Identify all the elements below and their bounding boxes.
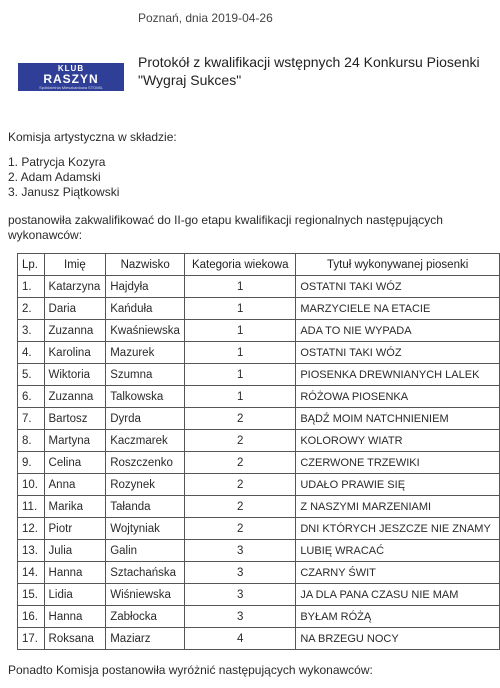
row-number-cell: 14. [18, 562, 45, 584]
song-title-cell: NA BRZEGU NOCY [296, 628, 500, 650]
first-name-cell: Zuzanna [44, 386, 106, 408]
last-name-cell: Zabłocka [106, 606, 185, 628]
row-number-cell: 17. [18, 628, 45, 650]
row-number-cell: 9. [18, 452, 45, 474]
footer-text: Ponadto Komisja postanowiła wyróżnić następujących wykonawców: [8, 663, 373, 677]
song-title-cell: MARZYCIELE NA ETACIE [296, 298, 500, 320]
first-name-cell: Marika [44, 496, 106, 518]
age-category-cell: 1 [185, 298, 296, 320]
song-title-cell: RÓŻOWA PIOSENKA [296, 386, 500, 408]
age-category-cell: 2 [185, 408, 296, 430]
age-category-cell: 2 [185, 518, 296, 540]
last-name-cell: Mazurek [106, 342, 185, 364]
row-number-cell: 13. [18, 540, 45, 562]
song-title-cell: JA DLA PANA CZASU NIE MAM [296, 584, 500, 606]
header-first-name: Imię [44, 254, 106, 276]
qualified-performers-table [17, 253, 500, 650]
row-number-cell: 6. [18, 386, 45, 408]
last-name-cell: Talkowska [106, 386, 185, 408]
first-name-cell: Zuzanna [44, 320, 106, 342]
first-name-cell: Anna [44, 474, 106, 496]
header-last-name: Nazwisko [106, 254, 185, 276]
first-name-cell: Daria [44, 298, 106, 320]
last-name-cell: Sztachańska [106, 562, 185, 584]
row-number-cell: 12. [18, 518, 45, 540]
logo-top-text: KLUB [57, 64, 85, 73]
header-song-title: Tytuł wykonywanej piosenki [296, 254, 500, 276]
last-name-cell: Maziarz [106, 628, 185, 650]
table-row [18, 518, 500, 540]
committee-member: 3. Janusz Piątkowski [8, 185, 120, 199]
age-category-cell: 3 [185, 584, 296, 606]
song-title-cell: BYŁAM RÓŻĄ [296, 606, 500, 628]
table-row [18, 408, 500, 430]
table-row [18, 342, 500, 364]
logo-sub-text: Spółdzielnia Mieszkaniowa STOMIL [39, 85, 103, 90]
last-name-cell: Szumna [106, 364, 185, 386]
header-lp: Lp. [18, 254, 45, 276]
song-title-cell: OSTATNI TAKI WÓZ [296, 276, 500, 298]
row-number-cell: 5. [18, 364, 45, 386]
decision-text: postanowiła zakwalifikować do II-go etapu kwalifikacji regionalnych następujących wykonawców: [8, 213, 443, 242]
age-category-cell: 2 [185, 430, 296, 452]
document-date: Poznań, dnia 2019-04-26 [138, 11, 273, 25]
song-title-cell: BĄDŹ MOIM NATCHNIENIEM [296, 408, 500, 430]
table-row [18, 584, 500, 606]
song-title-cell: DNI KTÓRYCH JESZCZE NIE ZNAMY [296, 518, 500, 540]
club-logo [18, 63, 124, 91]
age-category-cell: 3 [185, 540, 296, 562]
last-name-cell: Dyrda [106, 408, 185, 430]
table-row [18, 452, 500, 474]
table-row [18, 540, 500, 562]
age-category-cell: 3 [185, 562, 296, 584]
row-number-cell: 11. [18, 496, 45, 518]
first-name-cell: Wiktoria [44, 364, 106, 386]
first-name-cell: Martyna [44, 430, 106, 452]
row-number-cell: 16. [18, 606, 45, 628]
first-name-cell: Hanna [44, 562, 106, 584]
table-row [18, 386, 500, 408]
age-category-cell: 1 [185, 320, 296, 342]
song-title-cell: UDAŁO PRAWIE SIĘ [296, 474, 500, 496]
last-name-cell: Roszczenko [106, 452, 185, 474]
song-title-cell: OSTATNI TAKI WÓZ [296, 342, 500, 364]
row-number-cell: 3. [18, 320, 45, 342]
table-row [18, 562, 500, 584]
first-name-cell: Bartosz [44, 408, 106, 430]
table-row [18, 364, 500, 386]
song-title-cell: KOLOROWY WIATR [296, 430, 500, 452]
age-category-cell: 2 [185, 452, 296, 474]
row-number-cell: 2. [18, 298, 45, 320]
first-name-cell: Roksana [44, 628, 106, 650]
first-name-cell: Katarzyna [44, 276, 106, 298]
age-category-cell: 3 [185, 606, 296, 628]
table-row [18, 430, 500, 452]
header-age-category: Kategoria wiekowa [185, 254, 296, 276]
age-category-cell: 2 [185, 496, 296, 518]
title-line-1: Protokół z kwalifikacji wstępnych 24 Konkursu Piosenki [138, 54, 480, 70]
row-number-cell: 8. [18, 430, 45, 452]
last-name-cell: Kańduła [106, 298, 185, 320]
last-name-cell: Kaczmarek [106, 430, 185, 452]
song-title-cell: CZERWONE TRZEWIKI [296, 452, 500, 474]
age-category-cell: 2 [185, 474, 296, 496]
last-name-cell: Galin [106, 540, 185, 562]
first-name-cell: Piotr [44, 518, 106, 540]
table-row [18, 496, 500, 518]
row-number-cell: 7. [18, 408, 45, 430]
title-line-2: "Wygraj Sukces" [138, 72, 242, 88]
logo-main-text: RASZYN [43, 72, 99, 86]
age-category-cell: 1 [185, 276, 296, 298]
row-number-cell: 15. [18, 584, 45, 606]
committee-intro: Komisja artystyczna w składzie: [8, 130, 177, 144]
table-body [18, 276, 500, 650]
last-name-cell: Wojtyniak [106, 518, 185, 540]
last-name-cell: Tałanda [106, 496, 185, 518]
song-title-cell: ADA TO NIE WYPADA [296, 320, 500, 342]
song-title-cell: Z NASZYMI MARZENIAMI [296, 496, 500, 518]
row-number-cell: 10. [18, 474, 45, 496]
table-row [18, 628, 500, 650]
age-category-cell: 1 [185, 386, 296, 408]
age-category-cell: 1 [185, 364, 296, 386]
last-name-cell: Hajdyła [106, 276, 185, 298]
table-row [18, 606, 500, 628]
song-title-cell: PIOSENKA DREWNIANYCH LALEK [296, 364, 500, 386]
table-row [18, 298, 500, 320]
table-header-row [18, 254, 500, 276]
first-name-cell: Karolina [44, 342, 106, 364]
age-category-cell: 4 [185, 628, 296, 650]
committee-members [8, 155, 119, 200]
committee-member: 2. Adam Adamski [8, 170, 101, 184]
table-row [18, 320, 500, 342]
last-name-cell: Kwaśniewska [106, 320, 185, 342]
last-name-cell: Wiśniewska [106, 584, 185, 606]
first-name-cell: Julia [44, 540, 106, 562]
table-row [18, 276, 500, 298]
first-name-cell: Lidia [44, 584, 106, 606]
song-title-cell: LUBIĘ WRACAĆ [296, 540, 500, 562]
first-name-cell: Hanna [44, 606, 106, 628]
row-number-cell: 4. [18, 342, 45, 364]
last-name-cell: Rozynek [106, 474, 185, 496]
table-row [18, 474, 500, 496]
row-number-cell: 1. [18, 276, 45, 298]
first-name-cell: Celina [44, 452, 106, 474]
age-category-cell: 1 [185, 342, 296, 364]
song-title-cell: CZARNY ŚWIT [296, 562, 500, 584]
committee-member: 1. Patrycja Kozyra [8, 155, 106, 169]
document-title [138, 53, 500, 89]
